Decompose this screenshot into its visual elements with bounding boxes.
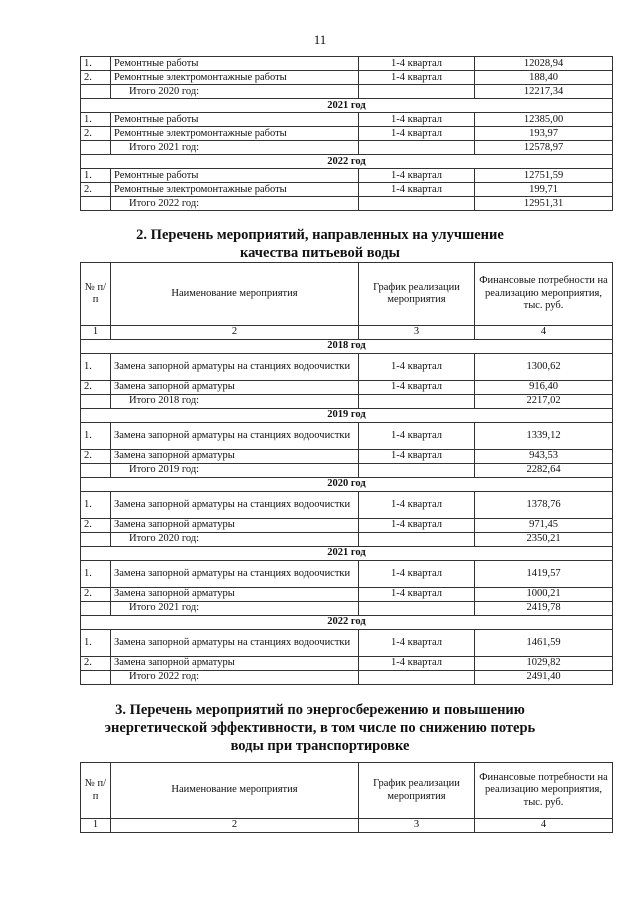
year-row bbox=[81, 546, 613, 560]
amount: 193,97 bbox=[475, 127, 613, 141]
year-label: 2020 год bbox=[81, 477, 613, 491]
amount: 1339,12 bbox=[475, 422, 613, 449]
table-row bbox=[81, 57, 613, 71]
year-row bbox=[81, 339, 613, 353]
activity-name: Ремонтные электромонтажные работы bbox=[111, 71, 359, 85]
amount: 1000,21 bbox=[475, 587, 613, 601]
activity-name: Ремонтные электромонтажные работы bbox=[111, 127, 359, 141]
year-row bbox=[81, 155, 613, 169]
row-number: 2. bbox=[81, 518, 111, 532]
activity-name: Ремонтные работы bbox=[111, 113, 359, 127]
activity-name: Ремонтные электромонтажные работы bbox=[111, 183, 359, 197]
year-row bbox=[81, 477, 613, 491]
amount: 916,40 bbox=[475, 380, 613, 394]
table-row bbox=[81, 380, 613, 394]
schedule: 1-4 квартал bbox=[359, 169, 475, 183]
activity-name: Замена запорной арматуры bbox=[111, 587, 359, 601]
amount: 188,40 bbox=[475, 71, 613, 85]
amount: 1378,76 bbox=[475, 491, 613, 518]
schedule: 1-4 квартал bbox=[359, 656, 475, 670]
total-label: Итого 2018 год: bbox=[111, 394, 359, 408]
table-row bbox=[81, 518, 613, 532]
activity-name: Замена запорной арматуры на станциях водоочистки bbox=[111, 491, 359, 518]
row-number: 1. bbox=[81, 491, 111, 518]
section-3-heading bbox=[0, 701, 640, 755]
activity-name: Замена запорной арматуры на станциях водоочистки bbox=[111, 422, 359, 449]
col-number-2: 2 bbox=[111, 819, 359, 833]
total-schedule-empty bbox=[359, 463, 475, 477]
header-name: Наименование мероприятия bbox=[111, 263, 359, 326]
year-row bbox=[81, 99, 613, 113]
activity-name: Замена запорной арматуры на станциях водоочистки bbox=[111, 353, 359, 380]
row-number: 2. bbox=[81, 127, 111, 141]
section-2-title-line1: 2. Перечень мероприятий, направленных на улучшение bbox=[136, 227, 504, 243]
activity-name: Ремонтные работы bbox=[111, 57, 359, 71]
schedule: 1-4 квартал bbox=[359, 353, 475, 380]
total-empty bbox=[81, 85, 111, 99]
year-label: 2022 год bbox=[81, 615, 613, 629]
row-number: 2. bbox=[81, 656, 111, 670]
total-amount: 2350,21 bbox=[475, 532, 613, 546]
total-label: Итого 2022 год: bbox=[111, 670, 359, 684]
section-3-title-line2: энергетической эффективности, в том числе по снижению потерь bbox=[104, 720, 536, 736]
schedule: 1-4 квартал bbox=[359, 127, 475, 141]
total-schedule-empty bbox=[359, 532, 475, 546]
total-schedule-empty bbox=[359, 394, 475, 408]
amount: 1461,59 bbox=[475, 629, 613, 656]
water-quality-table bbox=[80, 262, 613, 685]
total-row bbox=[81, 197, 613, 211]
total-amount: 12217,34 bbox=[475, 85, 613, 99]
table-row bbox=[81, 127, 613, 141]
row-number: 2. bbox=[81, 449, 111, 463]
row-number: 2. bbox=[81, 380, 111, 394]
total-label: Итого 2020 год: bbox=[111, 85, 359, 99]
amount: 1419,57 bbox=[475, 560, 613, 587]
row-number: 2. bbox=[81, 587, 111, 601]
table-row bbox=[81, 587, 613, 601]
row-number: 1. bbox=[81, 113, 111, 127]
repair-works-table bbox=[80, 56, 613, 211]
total-amount: 2491,40 bbox=[475, 670, 613, 684]
row-number: 1. bbox=[81, 353, 111, 380]
amount: 12385,00 bbox=[475, 113, 613, 127]
schedule: 1-4 квартал bbox=[359, 113, 475, 127]
activity-name: Ремонтные работы bbox=[111, 169, 359, 183]
table-row bbox=[81, 183, 613, 197]
col-number-3: 3 bbox=[359, 326, 475, 340]
activity-name: Замена запорной арматуры bbox=[111, 518, 359, 532]
row-number: 1. bbox=[81, 169, 111, 183]
amount: 12751,59 bbox=[475, 169, 613, 183]
row-number: 2. bbox=[81, 183, 111, 197]
activity-name: Замена запорной арматуры bbox=[111, 380, 359, 394]
schedule: 1-4 квартал bbox=[359, 422, 475, 449]
total-label: Итого 2022 год: bbox=[111, 197, 359, 211]
section-2-heading bbox=[0, 226, 640, 262]
year-label: 2022 год bbox=[81, 155, 613, 169]
total-schedule-empty bbox=[359, 197, 475, 211]
row-number: 2. bbox=[81, 71, 111, 85]
row-number: 1. bbox=[81, 629, 111, 656]
table-row bbox=[81, 169, 613, 183]
total-amount: 12951,31 bbox=[475, 197, 613, 211]
table-row bbox=[81, 656, 613, 670]
table-row bbox=[81, 71, 613, 85]
row-number: 1. bbox=[81, 422, 111, 449]
activity-name: Замена запорной арматуры на станциях водоочистки bbox=[111, 560, 359, 587]
total-row bbox=[81, 670, 613, 684]
total-row bbox=[81, 532, 613, 546]
schedule: 1-4 квартал bbox=[359, 491, 475, 518]
total-row bbox=[81, 463, 613, 477]
year-label: 2019 год bbox=[81, 408, 613, 422]
header-number: № п/п bbox=[81, 763, 111, 819]
schedule: 1-4 квартал bbox=[359, 518, 475, 532]
header-schedule: График реализации мероприятия bbox=[359, 763, 475, 819]
section-2-title-line2: качества питьевой воды bbox=[240, 245, 400, 261]
table-row bbox=[81, 560, 613, 587]
amount: 943,53 bbox=[475, 449, 613, 463]
col-number-4: 4 bbox=[475, 326, 613, 340]
amount: 12028,94 bbox=[475, 57, 613, 71]
total-amount: 2217,02 bbox=[475, 394, 613, 408]
total-amount: 2419,78 bbox=[475, 601, 613, 615]
year-row bbox=[81, 615, 613, 629]
schedule: 1-4 квартал bbox=[359, 71, 475, 85]
header-financing: Финансовые потребности на реализацию мероприятия, тыс. руб. bbox=[475, 263, 613, 326]
schedule: 1-4 квартал bbox=[359, 560, 475, 587]
table-row bbox=[81, 113, 613, 127]
table-row bbox=[81, 353, 613, 380]
year-row bbox=[81, 408, 613, 422]
activity-name: Замена запорной арматуры на станциях водоочистки bbox=[111, 629, 359, 656]
total-schedule-empty bbox=[359, 601, 475, 615]
total-label: Итого 2020 год: bbox=[111, 532, 359, 546]
total-schedule-empty bbox=[359, 85, 475, 99]
activity-name: Замена запорной арматуры bbox=[111, 656, 359, 670]
page-number: 11 bbox=[313, 32, 327, 47]
total-schedule-empty bbox=[359, 141, 475, 155]
schedule: 1-4 квартал bbox=[359, 57, 475, 71]
total-row bbox=[81, 601, 613, 615]
schedule: 1-4 квартал bbox=[359, 380, 475, 394]
table-row bbox=[81, 629, 613, 656]
header-schedule: График реализации мероприятия bbox=[359, 263, 475, 326]
col-number-3: 3 bbox=[359, 819, 475, 833]
total-row bbox=[81, 141, 613, 155]
total-empty bbox=[81, 670, 111, 684]
amount: 1029,82 bbox=[475, 656, 613, 670]
table-row bbox=[81, 449, 613, 463]
col-number-4: 4 bbox=[475, 819, 613, 833]
total-empty bbox=[81, 141, 111, 155]
section-3-title-line3: воды при транспортировке bbox=[230, 738, 410, 754]
schedule: 1-4 квартал bbox=[359, 629, 475, 656]
total-schedule-empty bbox=[359, 670, 475, 684]
energy-saving-table bbox=[80, 762, 613, 833]
header-name: Наименование мероприятия bbox=[111, 763, 359, 819]
total-amount: 12578,97 bbox=[475, 141, 613, 155]
schedule: 1-4 квартал bbox=[359, 587, 475, 601]
table-row bbox=[81, 491, 613, 518]
table-row bbox=[81, 422, 613, 449]
total-label: Итого 2019 год: bbox=[111, 463, 359, 477]
amount: 971,45 bbox=[475, 518, 613, 532]
schedule: 1-4 квартал bbox=[359, 449, 475, 463]
total-label: Итого 2021 год: bbox=[111, 141, 359, 155]
total-row bbox=[81, 85, 613, 99]
year-label: 2018 год bbox=[81, 339, 613, 353]
section-3-title-line1: 3. Перечень мероприятий по энергосбережению и повышению bbox=[115, 702, 525, 718]
total-empty bbox=[81, 463, 111, 477]
total-empty bbox=[81, 394, 111, 408]
schedule: 1-4 квартал bbox=[359, 183, 475, 197]
row-number: 1. bbox=[81, 57, 111, 71]
total-amount: 2282,64 bbox=[475, 463, 613, 477]
col-number-1: 1 bbox=[81, 326, 111, 340]
total-empty bbox=[81, 197, 111, 211]
total-label: Итого 2021 год: bbox=[111, 601, 359, 615]
col-number-1: 1 bbox=[81, 819, 111, 833]
total-empty bbox=[81, 601, 111, 615]
year-label: 2021 год bbox=[81, 99, 613, 113]
amount: 1300,62 bbox=[475, 353, 613, 380]
year-label: 2021 год bbox=[81, 546, 613, 560]
col-number-2: 2 bbox=[111, 326, 359, 340]
total-row bbox=[81, 394, 613, 408]
header-financing: Финансовые потребности на реализацию мероприятия, тыс. руб. bbox=[475, 763, 613, 819]
total-empty bbox=[81, 532, 111, 546]
amount: 199,71 bbox=[475, 183, 613, 197]
header-number: № п/п bbox=[81, 263, 111, 326]
activity-name: Замена запорной арматуры bbox=[111, 449, 359, 463]
row-number: 1. bbox=[81, 560, 111, 587]
